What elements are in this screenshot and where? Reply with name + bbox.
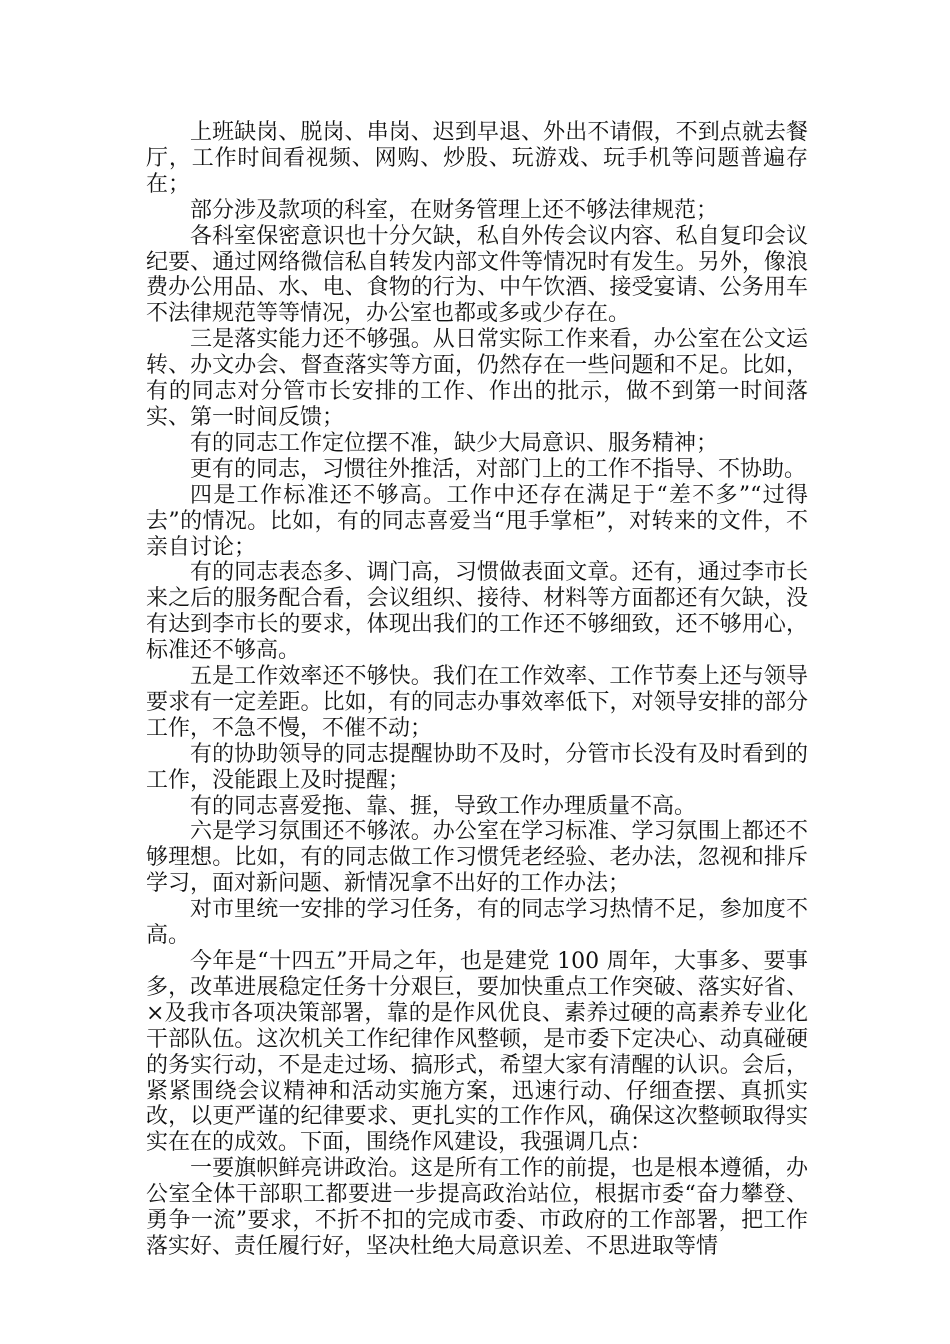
paragraph-11: 有的同志喜爱拖、靠、捱，导致工作办理质量不高。 [190, 793, 697, 819]
document-body [146, 120, 808, 1260]
paragraph-5: 有的同志工作定位摆不准，缺少大局意识、服务精神； [190, 430, 719, 456]
paragraph-7: 四是工作标准还不够高。工作中还存在满足于“差不多”“过得去”的情况。比如，有的同志喜爱当“甩手掌柜”，对转来的文件，不亲自讨论； [146, 482, 808, 560]
paragraph-4: 三是落实能力还不够强。从日常实际工作来看，办公室在公文运转、办文办会、督查落实等方面，仍然存在一些问题和不足。比如，有的同志对分管市长安排的工作、作出的批示，做不到第一时间落实、第一时间反馈； [146, 327, 808, 430]
paragraph-14: 今年是“十四五”开局之年，也是建党 100 周年，大事多、要事多，改革进展稳定任务十分艰巨，要加快重点工作突破、落实好省、×及我市各项决策部署，靠的是作风优良、素养过硬的高素养专业化干部队伍。这次机关工作纪律作风整顿，是市委下定决心、动真碰硬的务实行动，不是走过场、搞形式，希望大家有清醒的认识。会后，紧紧围绕会议精神和活动实施方案，迅速行动、仔细查摆、真抓实改，以更严谨的纪律要求、更扎实的工作作风，确保这次整顿取得实实在在的成效。下面，围绕作风建设，我强调几点： [146, 949, 808, 1156]
paragraph-8: 有的同志表态多、调门高，习惯做表面文章。还有，通过李市长来之后的服务配合看，会议组织、接待、材料等方面都还有欠缺，没有达到李市长的要求，体现出我们的工作还不够细致，还不够用心，标准还不够高。 [146, 560, 808, 664]
paragraph-12: 六是学习氛围还不够浓。办公室在学习标准、学习氛围上都还不够理想。比如，有的同志做工作习惯凭老经验、老办法，忽视和排斥学习，面对新问题、新情况拿不出好的工作办法； [146, 819, 808, 897]
paragraph-10: 有的协助领导的同志提醒协助不及时，分管市长没有及时看到的工作，没能跟上及时提醒； [146, 741, 808, 793]
paragraph-13: 对市里统一安排的学习任务，有的同志学习热情不足，参加度不高。 [146, 897, 808, 949]
paragraph-1: 上班缺岗、脱岗、串岗、迟到早退、外出不请假，不到点就去餐厅，工作时间看视频、网购、炒股、玩游戏、玩手机等问题普遍存在； [146, 120, 808, 197]
paragraph-15: 一要旗帜鲜亮讲政治。这是所有工作的前提，也是根本遵循，办公室全体干部职工都要进一步提高政治站位，根据市委“奋力攀登、勇争一流”要求，不折不扣的完成市委、市政府的工作部署，把工作落实好、责任履行好，坚决杜绝大局意识差、不思进取等情 [146, 1156, 808, 1259]
paragraph-6: 更有的同志，习惯往外推活，对部门上的工作不指导、不协助。 [190, 456, 807, 482]
paragraph-9: 五是工作效率还不够快。我们在工作效率、工作节奏上还与领导要求有一定差距。比如，有的同志办事效率低下，对领导安排的部分工作，不急不慢，不催不动； [146, 664, 808, 741]
paragraph-3: 各科室保密意识也十分欠缺，私自外传会议内容、私自复印会议纪要、通过网络微信私自转发内部文件等情况时有发生。另外，像浪费办公用品、水、电、食物的行为、中午饮酒、接受宴请、公务用车不法律规范等等情况，办公室也都或多或少存在。 [146, 223, 808, 327]
paragraph-2: 部分涉及款项的科室，在财务管理上还不够法律规范； [190, 197, 719, 223]
